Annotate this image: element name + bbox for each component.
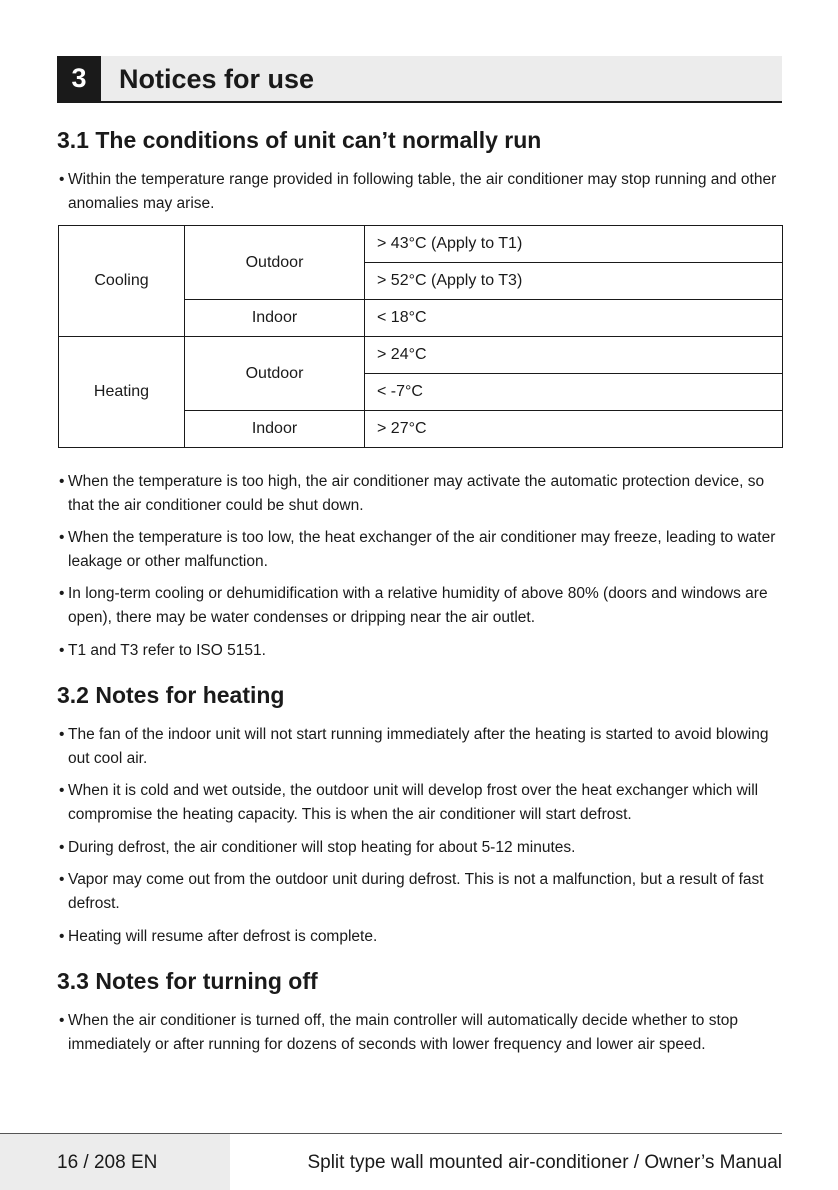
document-title: Split type wall mounted air-conditioner / Owner’s Manual (307, 1152, 782, 1173)
list-item: • When it is cold and wet outside, the outdoor unit will develop frost over the heat exchanger which will compromise the heating capacity. This is when the air conditioner will start defrost. (59, 779, 782, 827)
list-item: • In long-term cooling or dehumidification with a relative humidity of above 80% (doors and windows are open), there may be water condenses or dripping near the air outlet. (59, 582, 782, 630)
list-item: • Heating will resume after defrost is complete. (59, 925, 782, 949)
intro-bullet: • Within the temperature range provided in following table, the air conditioner may stop running and other anomalies may arise. (59, 168, 782, 216)
section-heading-3-3: 3.3 Notes for turning off (57, 968, 318, 994)
cooling-indoor-cell: Indoor (185, 300, 365, 337)
page-number: 16 / 208 EN (57, 1152, 158, 1173)
cooling-outdoor-cell: Outdoor (185, 226, 365, 300)
table-row (59, 226, 783, 263)
section-heading-3-1: 3.1 The conditions of unit can’t normally run (57, 127, 542, 153)
heating-outdoor-cell: Outdoor (185, 337, 365, 411)
table-row (59, 337, 783, 374)
list-item: • When the temperature is too high, the air conditioner may activate the automatic protection device, so that the air conditioner could be shut down. (59, 470, 782, 518)
list-item: • T1 and T3 refer to ISO 5151. (59, 639, 782, 663)
cooling-mode-cell: Cooling (59, 226, 185, 337)
chapter-header (57, 56, 782, 103)
list-item: • When the temperature is too low, the heat exchanger of the air conditioner may freeze, leading to water leakage or other malfunction. (59, 526, 782, 574)
heating-indoor-value: > 27°C (365, 411, 783, 448)
section-heading-3-2: 3.2 Notes for heating (57, 682, 285, 708)
cooling-indoor-value: < 18°C (365, 300, 783, 337)
conditions-table (58, 225, 783, 448)
chapter-title: Notices for use (119, 64, 315, 94)
chapter-number: 3 (57, 56, 101, 101)
heating-outdoor-value-low: < -7°C (365, 374, 783, 411)
cooling-outdoor-value-t3: > 52°C (Apply to T3) (365, 263, 783, 300)
heating-mode-cell: Heating (59, 337, 185, 448)
heating-outdoor-value-high: > 24°C (365, 337, 783, 374)
heating-indoor-cell: Indoor (185, 411, 365, 448)
list-item: • During defrost, the air conditioner will stop heating for about 5-12 minutes. (59, 836, 782, 860)
cooling-outdoor-value-t1: > 43°C (Apply to T1) (365, 226, 783, 263)
list-item: • Vapor may come out from the outdoor unit during defrost. This is not a malfunction, but a result of fast defrost. (59, 868, 782, 916)
list-item: • The fan of the indoor unit will not start running immediately after the heating is started to avoid blowing out cool air. (59, 723, 782, 771)
list-item: • When the air conditioner is turned off, the main controller will automatically decide whether to stop immediately or after running for dozens of seconds with lower frequency and lower air speed. (59, 1009, 782, 1057)
